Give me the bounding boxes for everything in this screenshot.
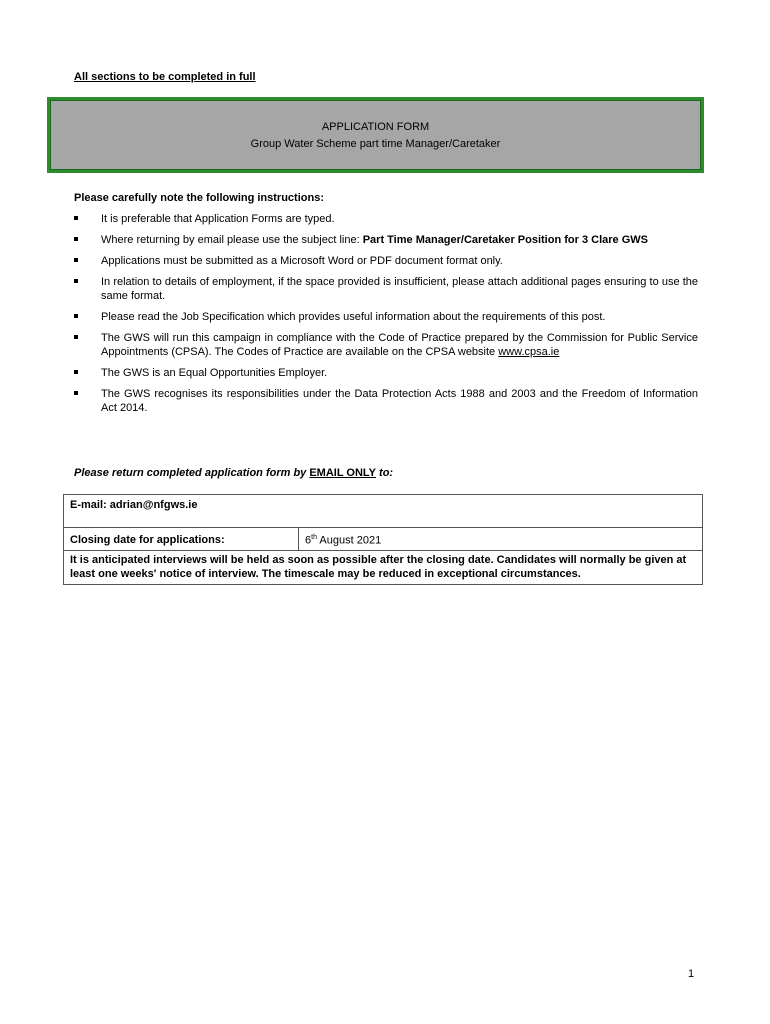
return-prefix: Please return completed application form by [74,467,310,479]
table-row [64,495,703,528]
bullet-text: Please read the Job Specification which provides useful information about the requirements of this post. [101,311,606,323]
bullet-icon [74,314,78,318]
bullet-icon [74,279,78,283]
return-instruction [74,467,393,479]
closing-day-suffix: th [311,534,317,541]
list-item [74,387,698,415]
bullet-icon [74,391,78,395]
contact-table [63,494,703,585]
closing-date-label: Closing date for applications: [64,528,299,551]
title-banner [47,97,704,173]
bullet-text: It is preferable that Application Forms are typed. [101,213,335,225]
bullet-text: Applications must be submitted as a Microsoft Word or PDF document format only. [101,255,503,267]
bullet-icon [74,237,78,241]
list-item [74,366,698,380]
list-item [74,254,698,268]
bullet-text: Where returning by email please use the subject line: [101,234,363,246]
form-subtitle: Group Water Scheme part time Manager/Caretaker [250,138,501,150]
cpsa-link[interactable]: www.cpsa.ie [498,346,560,358]
closing-month-year: August 2021 [316,534,382,547]
list-item [74,310,698,324]
table-row [64,528,703,551]
form-title: APPLICATION FORM [321,121,430,133]
bullet-icon [74,258,78,262]
table-row [64,551,703,585]
bullet-text: In relation to details of employment, if the space provided is insufficient, please attach additional pages ensuring to use the same format. [101,276,698,302]
list-item [74,275,698,303]
list-item [74,212,698,226]
closing-date-value [299,528,703,551]
bullet-icon [74,335,78,339]
interview-notice: It is anticipated interviews will be held as soon as possible after the closing date. Candidates will normally be given at least one weeks' notice of interview. The timescale may be reduced in exceptional circumstances. [64,551,703,585]
completion-note: All sections to be completed in full [74,71,256,83]
return-suffix: to: [375,467,394,479]
bullet-icon [74,216,78,220]
list-item [74,331,698,359]
instructions-list [74,212,698,422]
email-only-emphasis: EMAIL ONLY [309,467,376,479]
subject-line: Part Time Manager/Caretaker Position for 3 Clare GWS [362,234,648,246]
instructions-heading: Please carefully note the following instructions: [74,192,324,204]
closing-day: 6 [305,534,312,547]
page-number: 1 [688,968,695,980]
email-cell: E-mail: adrian@nfgws.ie [64,495,703,528]
bullet-icon [74,370,78,374]
bullet-text: The GWS recognises its responsibilities under the Data Protection Acts 1988 and 2003 and the Freedom of Information Act 2014. [101,388,698,414]
list-item [74,233,698,247]
bullet-text: The GWS will run this campaign in compliance with the Code of Practice prepared by the Commission for Public Service Appointments (CPSA). The Codes of Practice are available on the CPSA website [101,332,698,358]
bullet-text: The GWS is an Equal Opportunities Employer. [101,367,328,379]
